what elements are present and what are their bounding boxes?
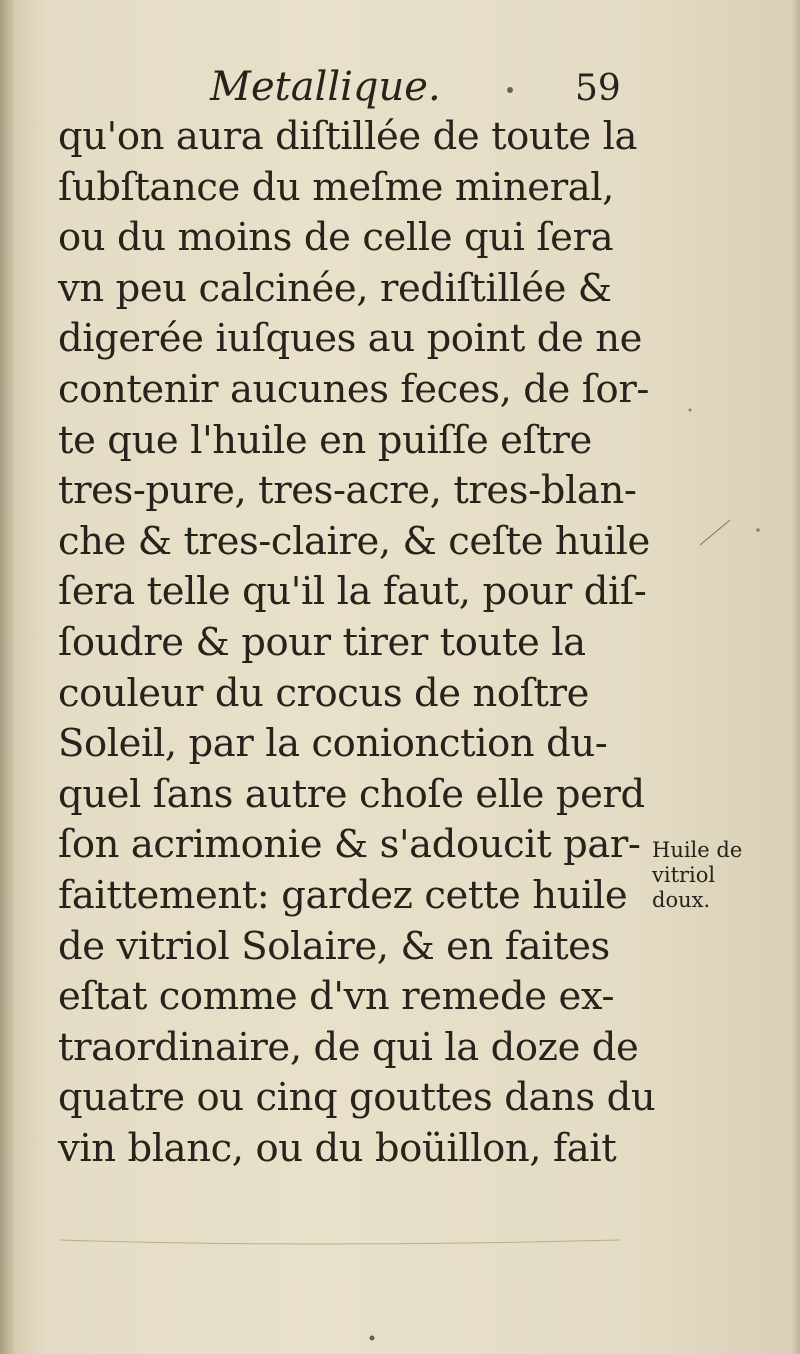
text-line: ſoudre & pour tirer toute la [58,619,586,665]
text-line: couleur du crocus de noſtre [58,670,590,716]
text-line: quatre ou cinq gouttes dans du [58,1075,656,1121]
text-line: traordinaire, de qui la doze de [58,1024,639,1070]
text-line: faittement: gardez cette huile [58,872,628,918]
text-line: ſera telle qu'il la faut, pour diſ- [58,569,647,615]
text-line: ſubſtance du meſme mineral, [58,164,615,210]
text-line: quel ſans autre choſe elle perd [58,771,645,817]
text-line: Soleil, par la conionction du- [58,721,608,767]
text-line: tres-pure, tres-acre, tres-blan- [58,468,637,514]
text-line: ſon acrimonie & s'adoucit par- [58,822,641,868]
margin-note-line: vitriol [652,863,716,887]
text-line: contenir aucunes feces, de ſor- [58,366,649,412]
margin-note-line: Huile de [652,838,743,862]
margin-note-line: doux. [652,888,711,912]
text-line: eſtat comme d'vn remede ex- [58,974,615,1020]
text-line: che & tres-claire, & ceſte huile [58,518,650,564]
text-line: vn peu calcinée, rediſtillée & [58,265,612,311]
text-line: vin blanc, ou du boüillon, fait [58,1125,617,1171]
text-line: digerée iuſques au point de ne [58,316,643,362]
text-line: te que l'huile en puiſſe eſtre [58,417,592,463]
page-number: 59 [575,68,621,109]
text-line: qu'on aura diſtillée de toute la [58,114,638,159]
text-line: ou du moins de celle qui ſera [58,215,614,261]
text-line: de vitriol Solaire, & en faites [58,923,610,969]
running-head: Metallique. [210,64,441,110]
